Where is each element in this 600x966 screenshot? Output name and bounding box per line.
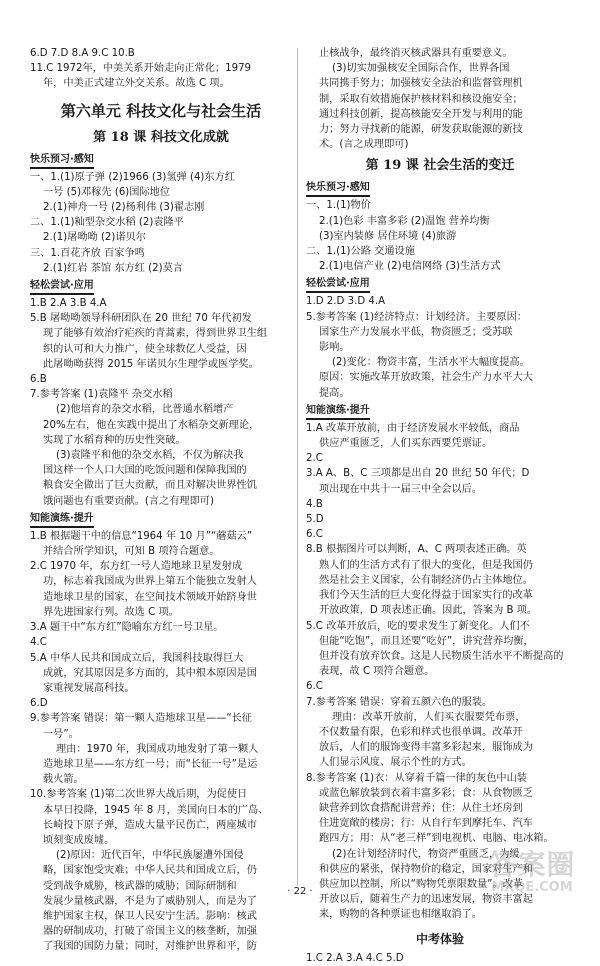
answer-line: 一号 (5)邓稼先 (6)国际地位 [43, 186, 171, 198]
answer-line: 3.A 题干中“东方红”隐喻东方红一号卫星。 [30, 622, 224, 634]
answer-line: (2)他培育的杂交水稻，比普通水稻增产 [56, 404, 234, 416]
watermark-logo [472, 850, 592, 910]
answer-line: 2.C 1970 年，东方红一号人造地球卫星发射成 [30, 561, 243, 573]
answer-line: 2.(1)屠呦呦 (2)诺贝尔 [43, 232, 146, 244]
section-label: 快乐预习·感知 [30, 152, 94, 169]
column-divider [297, 48, 298, 886]
answer-line: (2)原因：近代百年，中华民族屡遭外国侵 [56, 850, 244, 862]
answer-line: (3)袁隆平和他的杂交水稻，不仅为解决我 [56, 450, 244, 462]
answer-line: 受到战争威胁，核武器的威胁；国际研制和 [43, 880, 237, 892]
answer-line: 国家生产力发展水平低，物资匮乏；受苏联 [319, 326, 513, 338]
section-header-try [30, 278, 292, 295]
answer-line: 放后，人们的服饰变得丰富多彩起来，服饰成为 [319, 742, 533, 754]
answer-line: (2)在计划经济时代，物资严重匮乏，为缓 [332, 848, 520, 860]
answer-line: 共同携手努力；加强核安全法治和监督管理机 [319, 78, 523, 90]
answer-line: 发展少量核武器，不是为了威胁别人，而是为了 [43, 895, 257, 907]
answer-line: 1.B 2.A 3.B 4.A [30, 298, 107, 310]
answer-line: 1.B 根据题干中的信息“1964 年 10 月”“蘑菇云” [30, 530, 253, 542]
answer-line: 长崎投下原子弹，造成大量平民伤亡，两座城市 [43, 819, 257, 831]
answer-line: 止核战争，最终消灭核武器具有重要意义。 [319, 48, 513, 59]
answer-line: 此屠呦呦获得 2015 年诺贝尔生理学或医学奖。 [43, 358, 259, 370]
answer-line: 器的研制成功，打破了帝国主义的核垄断，加强 [43, 926, 257, 938]
answer-line: 三、1.百花齐放 百家争鸣 [30, 247, 145, 259]
answer-line: 1.D 2.D 3.D 4.A [306, 296, 386, 308]
lesson-title-18: 第 18 课 科技文化成就 [93, 129, 229, 145]
answer-line: 通过科技创新，提高核能安全开发与利用的能 [319, 108, 523, 120]
answer-line: 但并没有放弃饮食。这是人民物质生活水平不断提高的 [319, 650, 564, 662]
answer-line: 本早日投降，1945 年 8 月，美国向日本的广岛、 [43, 804, 269, 816]
section-label: 知能演练·提升 [30, 511, 94, 528]
section-label: 轻松尝试·应用 [30, 278, 94, 295]
section-header-preview [306, 180, 574, 197]
answer-line: 10.参考答案 (1)第二次世界大战后期，为促使日 [30, 789, 248, 801]
answer-line: 不仅数量有限，色彩和样式也很单调。改革开 [319, 726, 523, 738]
section-label: 快乐预习·感知 [306, 180, 370, 197]
answer-line: (2)变化：物资丰富，生活水平大幅度提高。 [332, 357, 530, 369]
answer-line: 提高。 [319, 387, 350, 399]
answer-line: 维护国家主权，保卫人民安宁生活。影响：核武 [43, 910, 257, 922]
answer-line: 人们显示风度、展示个性的方式。 [319, 757, 472, 769]
watermark-url: MXQE.COM [491, 880, 573, 895]
answer-line: 2.(1)色彩 丰富多彩 (2)温饱 营养均衡 [319, 215, 490, 227]
answer-line: 6.C [306, 529, 323, 541]
answer-line: 一、1.(1)原子弹 (2)1966 (3)氢弹 (4)东方红 [30, 171, 235, 183]
answer-line: 载火箭。 [43, 774, 84, 786]
answer-line: 9.参考答案 错误：第一颗人造地球卫星——“长征 [30, 713, 252, 725]
answer-line: 7.参考答案 (1)袁隆平 杂交水稻 [30, 389, 173, 401]
answer-line: 织的认可和大力推广，使全球数亿人受益，因 [43, 343, 247, 355]
answer-line: 造地球卫星——东方红一号；而“长征一号”是运 [43, 758, 258, 770]
answer-line: 界先进国家行列。故选 C 项。 [43, 606, 179, 618]
left-column [30, 46, 292, 955]
answer-line: (3)切实加强核安全国际合作，世界各国 [332, 63, 510, 75]
answer-line: 4.B [306, 498, 323, 510]
answer-line: 4.C [30, 637, 47, 649]
answer-line: 粮食安全做出了巨大贡献，而且对解决世界性饥 [43, 480, 257, 492]
answer-line: 2.(1)电信产业 (2)电信网络 (3)生活方式 [319, 261, 501, 273]
answer-line: 住进宽敞的楼房；行：从自行车到摩托车、汽车 [319, 818, 533, 830]
answer-line: 但能“吃饱”，而且还要“吃好”，讲究营养均衡， [319, 635, 534, 647]
answer-line: 开放以后，随着生产力的迅速发展，物资丰富起 [319, 894, 533, 906]
watermark-text: 答案圈 [488, 848, 576, 881]
answer-line: 年，中美正式建立外交关系。故选 C 项。 [43, 78, 230, 90]
answer-line: 理由：改革开放前，人们买衣服要凭布票， [332, 711, 526, 723]
answer-line: 6.C [306, 681, 323, 693]
answer-line: 并结合所学知识，可知 B 项符合题意。 [43, 546, 220, 558]
answer-line: 原因：实施改革开放政策，社会生产力水平大大 [319, 372, 533, 384]
answer-line: 然是社会主义国家，公有制经济仍占主体地位。 [319, 574, 533, 586]
lesson-title-19: 第 19 课 社会生活的变迁 [365, 158, 515, 174]
answer-line: 20%左右，他在实践中提出了水稻杂交新理论， [43, 419, 260, 431]
answer-line: 2.(1)红岩 茶馆 东方红 (2)莫言 [43, 262, 183, 274]
answer-line: 8.参考答案 (1)衣：从穿着千篇一律的灰色中山装 [306, 772, 527, 784]
answer-line: 跑四方；用：从“老三样”到电视机、电脑、电冰箱。 [319, 833, 554, 845]
answer-line: 8.B 根据图片可以判断，A、C 两项表述正确。英 [306, 544, 527, 556]
section-header-skill [306, 403, 574, 420]
answer-line: 2.C [306, 453, 323, 465]
answer-line: 理由：1970 年，我国成功地发射了第一颗人 [56, 743, 259, 755]
answer-line: 供应加以控制，所以“购物凭票限数量”。改革 [319, 878, 524, 890]
answer-line: 影响。 [319, 342, 350, 354]
answer-line: 制，采取有效措施保护核材料和核设施安全； [319, 93, 523, 105]
answer-line: 顷刻变成废墟。 [43, 834, 115, 846]
answer-line: 6.D [30, 698, 48, 710]
section-label: 轻松尝试·应用 [306, 276, 370, 293]
answer-line: 3.A A、B、C 三项都是出自 20 世纪 50 年代；D [306, 468, 530, 480]
answer-line: 缺营养到饮食搭配讲营养；住：从住土坯房到 [319, 802, 523, 814]
section-header-skill [30, 511, 292, 528]
answer-line: 熟人们的生活方式有了很大的变化，但是我国仍 [319, 559, 533, 571]
answer-line: 现了能够有效治疗疟疾的青蒿素，得到世界卫生组 [43, 328, 268, 340]
answer-line: 二、1.(1)公路 交通设施 [306, 246, 415, 258]
answer-line: 我们今天生活的巨大变化得益于国家实行的改革 [319, 590, 533, 602]
answer-line: 5.C 改革开放后，吃的要求发生了新变化。人们不 [306, 620, 530, 632]
answer-line: 1.A 改革开放前，由于经济发展水平较低，商品 [306, 422, 520, 434]
exam-experience-title: 中考体验 [415, 931, 464, 946]
answer-line: 术。(言之成理即可) [319, 139, 409, 151]
answer-line: 或蓝色解放装到衣着丰富多彩；食：从食物匮乏 [319, 787, 533, 799]
answer-line: 开放政策，D 项表述正确。因此，答案为 B 项。 [319, 605, 538, 617]
answer-line: 项出现在中共十一届三中全会以后。 [319, 483, 482, 495]
section-header-preview [30, 152, 292, 169]
answer-line: 供应严重匮乏，人们买东西要凭票证。 [319, 438, 493, 450]
answer-line: 5.B 屠呦呦领导科研团队在 20 世纪 70 年代初发 [30, 313, 252, 325]
answer-line: 了我国的国防力量；同时，对维护世界和平，防 [43, 941, 257, 953]
answer-line: 7.参考答案 错误：穿着五颜六色的服装。 [306, 696, 493, 708]
answer-line: 一号”。 [43, 728, 79, 740]
answer-line: 二、1.(1)籼型杂交水稻 (2)袁隆平 [30, 217, 184, 229]
answer-line: 1.C 2.A 3.A 4.C 5.D [306, 952, 404, 964]
answer-line: 5.参考答案 (1)经济特点：计划经济。主要原因： [306, 311, 527, 323]
answer-line: 一、1.(1)物价 [306, 200, 371, 212]
answer-line: 2.(1)神舟一号 (2)杨利伟 (3)翟志刚 [43, 202, 205, 214]
answer-line: 6.D 7.D 8.A 9.C 10.B [30, 48, 135, 59]
answer-line: (3)室内装修 居住环境 (4)旅游 [319, 230, 457, 242]
answer-line: 6.B [30, 374, 47, 386]
answer-line: 5.D [306, 514, 324, 526]
answer-line: 5.A 中华人民共和国成立后，我国科技取得巨大 [30, 652, 244, 664]
page-number: · 22 · [287, 886, 313, 897]
answer-line: 功，标志着我国成为世界上第五个能独立发射人 [43, 576, 257, 588]
answer-line: 实现了水稻育种的历史性突破。 [43, 434, 186, 446]
answer-line: 略，国家饱受灾难；中华人民共和国成立后，仍 [43, 865, 257, 877]
answer-line: 和供应的紧张，保持物价的稳定，国家对生产和 [319, 863, 533, 875]
answer-line: 造地球卫星的国家，在空间技术领域开始跻身世 [43, 591, 257, 603]
answer-line: 力；努力寻找新的能源，研发获取能源的新技 [319, 124, 523, 136]
section-header-try [306, 276, 574, 293]
unit-title: 第六单元 科技文化与社会生活 [60, 101, 262, 120]
answer-line: 11.C 1972年，中美关系开始走向正常化；1979 [30, 63, 252, 75]
answer-line: 国这样一个人口大国的吃饭问题和保障我国的 [43, 465, 247, 477]
answer-line: 成就，究其原因是多方面的，其中根本原因是国 [43, 667, 257, 679]
right-column [306, 46, 574, 966]
answer-line: 家重视发展高科技。 [43, 682, 135, 694]
answer-line: 饿问题也有重要贡献。(言之有理即可) [43, 495, 214, 507]
answer-line: 表现，故 C 项符合题意。 [319, 666, 435, 678]
section-label: 知能演练·提升 [306, 403, 370, 420]
answer-line: 来，购物的各种票证也相继取消了。 [319, 909, 482, 921]
